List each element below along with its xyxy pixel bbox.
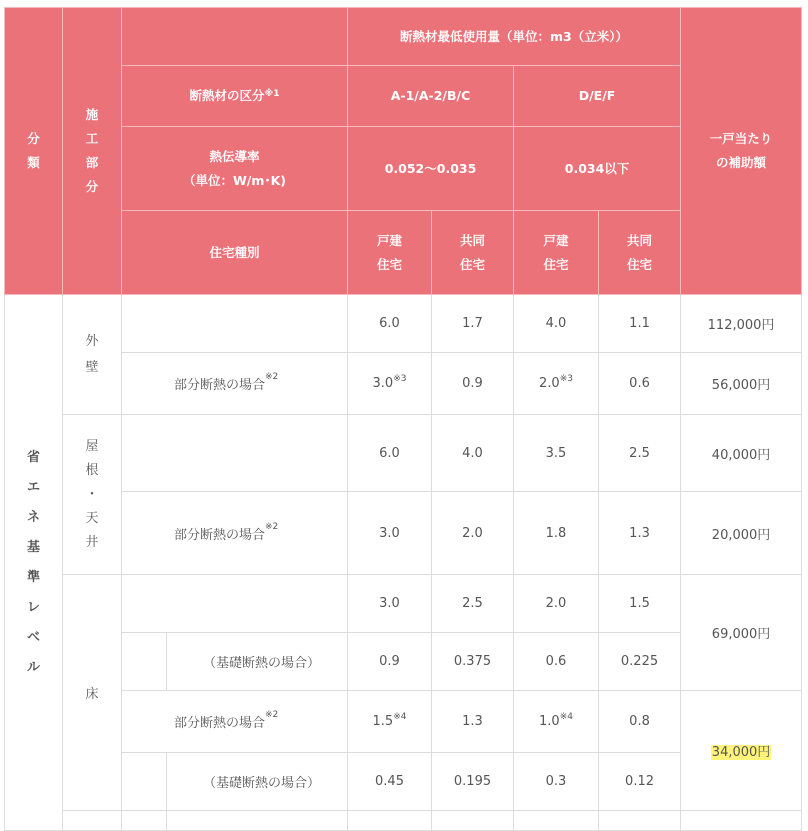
detached-a-line2: 住宅: [376, 256, 402, 272]
subsidy-header: [681, 8, 802, 295]
roof-partial-label: [122, 492, 348, 575]
indent-cell: [122, 753, 167, 811]
table-row: [5, 691, 802, 753]
amount-cell: 20,000円: [681, 492, 802, 575]
roof-cell: [63, 415, 122, 575]
floor-cell: 床: [63, 575, 122, 811]
value-cell: [514, 691, 599, 753]
value-cell: 4.0: [432, 415, 514, 492]
value-cell: 3.5: [514, 415, 599, 492]
value-note: ※3: [559, 374, 573, 384]
value-text: 2.0: [539, 376, 560, 391]
partial-label-text: 部分断熱の場合: [174, 716, 266, 731]
floor-full-label: [122, 575, 348, 633]
value-cell: 0.9: [432, 353, 514, 415]
value-cell: 2.0: [432, 492, 514, 575]
class-d-header: D/E/F: [514, 66, 681, 127]
value-cell: 0.195: [432, 753, 514, 811]
highlighted-amount: 34,000円: [711, 745, 771, 760]
partial-label-note: ※2: [265, 710, 279, 720]
roof-text: 屋 根 ・ 天 井: [85, 438, 99, 550]
level-text: 省 エ ネ 基 準 レ ベ ル: [26, 449, 40, 675]
value-cell: 3.0: [348, 492, 432, 575]
detached-d-header: [514, 211, 599, 295]
subsidy-header-line1: 一戸当たり: [709, 131, 773, 146]
amount-cell: [681, 691, 802, 811]
table-row: [5, 295, 802, 353]
category-header-text: 分 類: [27, 131, 40, 170]
detached-d-line2: 住宅: [543, 256, 569, 272]
value-cell: 1.7: [432, 295, 514, 353]
value-cell: 3.0: [348, 575, 432, 633]
table-row: [5, 353, 802, 415]
section-header-text: 施 工 部 分: [85, 107, 99, 194]
house-type-header: 住宅種別: [122, 211, 348, 295]
thermal-header: [122, 127, 348, 211]
amount-cell: 40,000円: [681, 415, 802, 492]
partial-label-note: ※2: [265, 372, 279, 382]
value-note: ※3: [393, 374, 407, 384]
shared-d-header: [599, 211, 681, 295]
value-cell: [348, 353, 432, 415]
value-note: ※4: [559, 712, 573, 722]
subsidy-table: [4, 7, 802, 831]
value-cell: 6.0: [348, 415, 432, 492]
thermal-header-line2: （単位：W/m･K): [182, 172, 287, 188]
blank-header: [122, 8, 348, 66]
shared-d-line2: 住宅: [627, 256, 653, 272]
thermal-a-header: 0.052〜0.035: [348, 127, 514, 211]
value-text: 3.0: [372, 376, 394, 391]
value-cell: 0.6: [599, 353, 681, 415]
value-cell: 0.8: [599, 691, 681, 753]
floor-foundation-label: （基礎断熱の場合）: [167, 633, 348, 691]
value-cell: 0.225: [599, 633, 681, 691]
wall-full-label: [122, 295, 348, 353]
indent-cell: [122, 633, 167, 691]
value-cell: 1.5: [599, 575, 681, 633]
partial-label-text: 部分断熱の場合: [174, 527, 266, 543]
wall-text: 外 壁: [85, 333, 99, 375]
floor-partial-label: [122, 691, 348, 753]
wall-partial-label: [122, 353, 348, 415]
insulation-class-label: 断熱材の区分: [189, 88, 265, 103]
insulation-class-header: [122, 66, 348, 127]
value-cell: 1.8: [514, 492, 599, 575]
value-cell: 0.45: [348, 753, 432, 811]
value-cell: 1.3: [599, 492, 681, 575]
value-cell: 6.0: [348, 295, 432, 353]
value-cell: 0.12: [599, 753, 681, 811]
value-cell: 2.5: [599, 415, 681, 492]
amount-cell: 56,000円: [681, 353, 802, 415]
class-a-header: A-1/A-2/B/C: [348, 66, 514, 127]
detached-a-line1: 戸建: [376, 232, 402, 248]
section-header: [63, 8, 122, 295]
partial-label-text: 部分断熱の場合: [174, 378, 266, 393]
value-cell: 0.3: [514, 753, 599, 811]
value-cell: 1.1: [599, 295, 681, 353]
value-cell: 0.375: [432, 633, 514, 691]
value-cell: [348, 691, 432, 753]
value-text: 1.5: [372, 714, 394, 729]
roof-full-label: [122, 415, 348, 492]
thermal-header-line1: 熱伝導率: [209, 148, 260, 164]
value-text: 1.0: [539, 714, 560, 729]
thermal-d-header: 0.034以下: [514, 127, 681, 211]
table-row: [5, 492, 802, 575]
value-cell: 1.3: [432, 691, 514, 753]
value-cell: 4.0: [514, 295, 599, 353]
table-row: [5, 415, 802, 492]
value-cell: [514, 353, 599, 415]
shared-a-header: [432, 211, 514, 295]
value-note: ※4: [393, 712, 407, 722]
detached-a-header: [348, 211, 432, 295]
shared-a-line1: 共同: [459, 232, 485, 248]
detached-d-line1: 戸建: [543, 232, 569, 248]
subsidy-header-line2: の補助額: [716, 155, 767, 170]
amount-cell: 112,000円: [681, 295, 802, 353]
level-cell: [5, 295, 63, 831]
value-cell: 0.6: [514, 633, 599, 691]
value-cell: 0.9: [348, 633, 432, 691]
value-cell: 2.5: [432, 575, 514, 633]
partial-label-note: ※2: [265, 521, 279, 532]
insulation-class-note: ※1: [264, 89, 280, 99]
table-row: [5, 575, 802, 633]
min-usage-header: 断熱材最低使用量（単位：m3（立米））: [348, 8, 681, 66]
category-header: [5, 8, 63, 295]
value-cell: 2.0: [514, 575, 599, 633]
amount-cell: 69,000円: [681, 575, 802, 691]
floor-partial-foundation-label: （基礎断熱の場合）: [167, 753, 348, 811]
wall-cell: [63, 295, 122, 415]
shared-d-line1: 共同: [627, 232, 653, 248]
shared-a-line2: 住宅: [459, 256, 485, 272]
